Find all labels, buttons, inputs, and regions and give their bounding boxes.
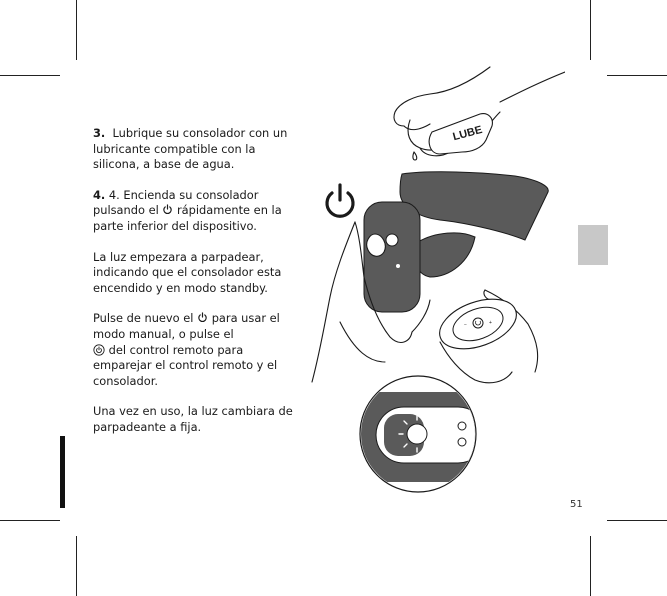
step-4-text-prefix: 4. Encienda su consolador pulsando el (93, 187, 259, 218)
section-tab (578, 225, 608, 265)
svg-text:+: + (489, 320, 492, 326)
manual-part3: del control remoto para emparejar el control remoto y el consolador. (93, 342, 278, 388)
crop-mark (607, 520, 667, 521)
step-3-text: Lubrique su consolador con un lubricante compatible con la silicona, a base de agua. (93, 126, 288, 172)
crop-mark (0, 75, 60, 76)
lube-label: LUBE (451, 123, 484, 144)
zoom-detail (340, 376, 540, 492)
light-paragraph (93, 250, 298, 297)
product-illustration (300, 62, 565, 502)
power-icon (162, 204, 173, 215)
manual-part1: Pulse de nuevo el (93, 311, 194, 326)
svg-text:−: − (464, 322, 467, 328)
instructions (93, 126, 298, 451)
circled-power-icon (93, 344, 105, 356)
crop-mark (607, 75, 667, 76)
step-3-number: 3. (93, 126, 106, 140)
remote-control (433, 290, 523, 359)
power-icon (197, 312, 208, 323)
side-bar (60, 436, 65, 508)
step-4-text-suffix: rápidamente en la parte inferior del dispositivo. (93, 203, 282, 233)
step-4 (93, 188, 298, 235)
step-4-number: 4. (93, 187, 106, 202)
manual-part2: para usar el modo manual, o pulse el (93, 311, 280, 341)
crop-mark (0, 520, 60, 521)
final-paragraph (93, 404, 298, 435)
manual-paragraph (93, 311, 298, 389)
crop-mark (590, 536, 591, 596)
large-power-icon (327, 185, 353, 216)
crop-mark (76, 536, 77, 596)
step-3 (93, 126, 298, 173)
page-number: 51 (570, 499, 583, 510)
crop-mark (590, 0, 591, 60)
light-text: La luz empezara a parpadear, indicando que el consolador esta encendido y en modo standby. (93, 249, 282, 295)
plug-device (364, 172, 548, 312)
lube-bottle (429, 114, 492, 154)
final-text: Una vez en uso, la luz cambiara de parpadeante a fija. (93, 404, 293, 434)
crop-mark (76, 0, 77, 60)
